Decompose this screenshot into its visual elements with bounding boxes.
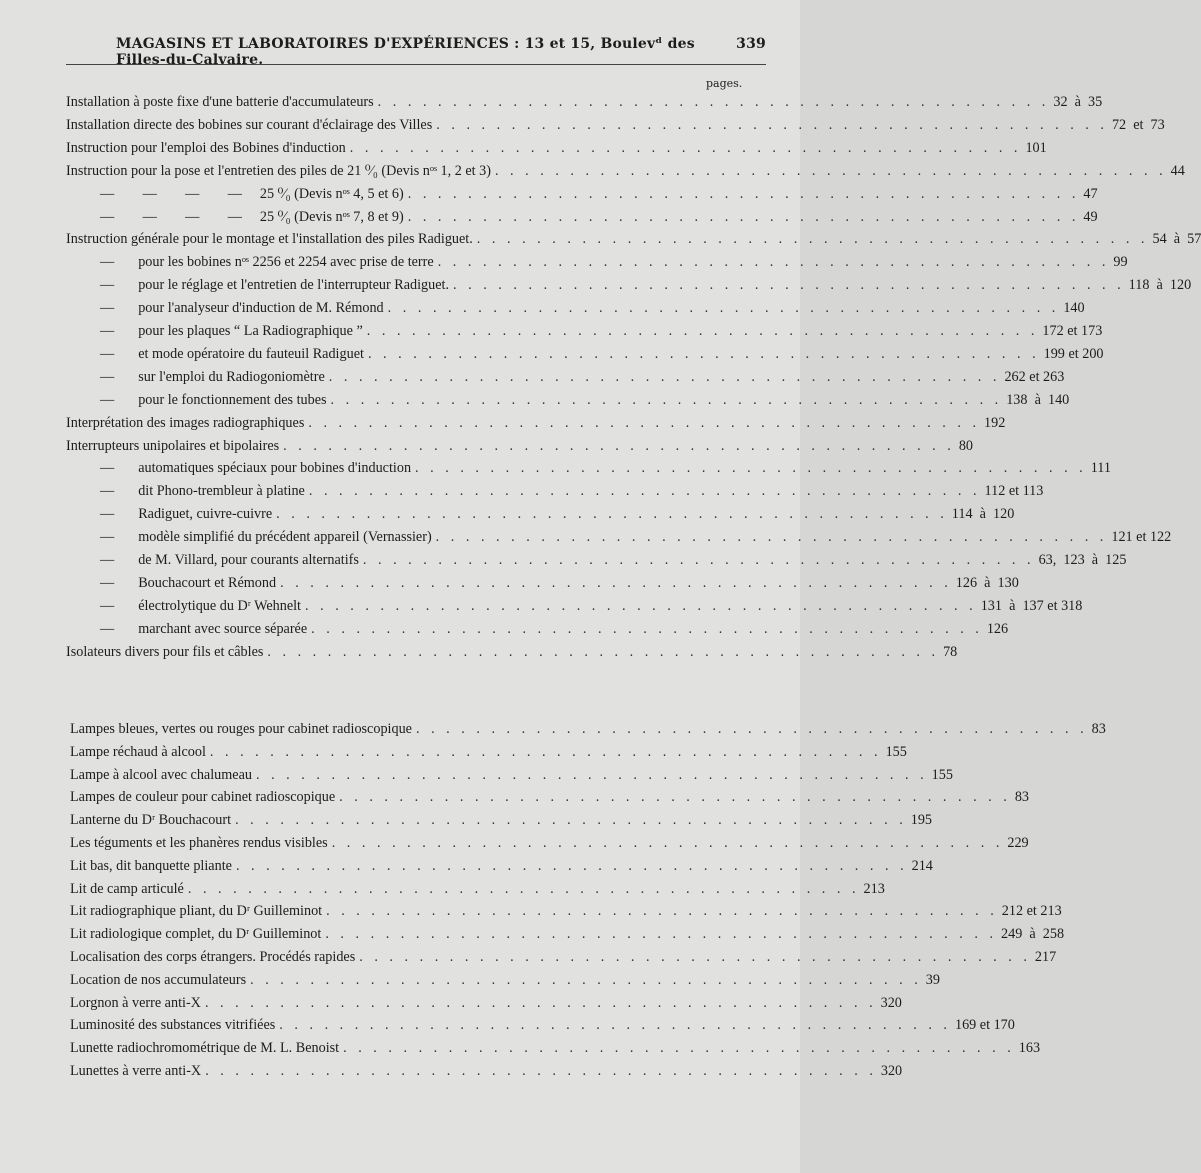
leader-dots: . . . . . . . . . . . . . . . . . . . . . . . . . . . . . . . . . . . . . . . . . . . . .: [407, 208, 1080, 225]
index-entry: [70, 1017, 1015, 1034]
entry-text: Lanterne du Dʳ Bouchacourt: [70, 812, 232, 829]
leader-dots: . . . . . . . . . . . . . . . . . . . . . . . . . . . . . . . . . . . . . . . . . . . . .: [367, 345, 1040, 362]
entry-pages: 121 et 122: [1111, 529, 1172, 546]
pages-column-label: pages.: [706, 77, 743, 90]
entry-pages: 195: [910, 812, 933, 829]
index-entry: [70, 1063, 903, 1080]
index-entry: [66, 277, 1192, 294]
index-entry: [66, 506, 1015, 523]
entry-pages: 155: [931, 766, 953, 783]
entry-pages: 320: [880, 994, 902, 1011]
index-entry: [70, 880, 885, 898]
index-entry: [66, 94, 1103, 111]
ditto-marks: —: [100, 323, 115, 339]
leader-dots: . . . . . . . . . . . . . . . . . . . . . . . . . . . . . . . . . . . . . . . . . . . . .: [343, 1040, 1015, 1057]
entry-pages: 101: [1025, 139, 1047, 156]
index-entry: [70, 926, 1065, 943]
entry-text: modèle simplifié du précédent appareil (Vernassier): [138, 529, 432, 546]
entry-pages: 213: [863, 880, 885, 897]
ditto-marks: —: [100, 506, 115, 523]
leader-dots: . . . . . . . . . . . . . . . . . . . . . . . . . . . . . . . . . . . . . . . . . . . . .: [339, 789, 1011, 806]
entry-pages: 39: [925, 971, 940, 988]
entry-pages: 49: [1083, 208, 1098, 225]
entry-text: Localisation des corps étrangers. Procédés rapides: [70, 949, 356, 965]
entry-pages: 118 à 120: [1128, 277, 1192, 294]
ditto-marks: —: [100, 529, 115, 546]
ditto-marks: —: [100, 552, 115, 568]
entry-text: Lunettes à verre anti-X: [70, 1063, 202, 1079]
entry-text: Lampes bleues, vertes ou rouges pour cabinet radioscopique: [70, 721, 412, 737]
entry-text: sur l'emploi du Radiogoniomètre: [138, 368, 325, 385]
leader-dots: . . . . . . . . . . . . . . . . . . . . . . . . . . . . . . . . . . . . . . . . . . . . .: [437, 254, 1110, 271]
ditto-marks: — — — —: [100, 185, 242, 202]
ditto-marks: —: [100, 345, 115, 362]
entry-pages: 126 à 130: [955, 574, 1019, 591]
index-entry: [66, 529, 1172, 546]
entry-pages: 320: [880, 1063, 903, 1079]
entry-text: Location de nos accumulateurs: [70, 971, 247, 988]
entry-text: Lampe réchaud à alcool: [70, 743, 206, 760]
entry-text: dit Phono-trembleur à platine: [138, 483, 305, 500]
entry-pages: 169 et 170: [954, 1017, 1015, 1034]
ditto-marks: — — — —: [100, 208, 242, 225]
index-entry: [70, 971, 940, 989]
leader-dots: . . . . . . . . . . . . . . . . . . . . . . . . . . . . . . . . . . . . . . . . . . . . .: [362, 552, 1035, 568]
entry-text: électrolytique du Dʳ Wehnelt: [138, 597, 302, 614]
leader-dots: . . . . . . . . . . . . . . . . . . . . . . . . . . . . . . . . . . . . . . . . . . . . .: [279, 1017, 951, 1034]
entry-text: Bouchacourt et Rémond: [138, 574, 277, 591]
index-entry: [70, 766, 953, 784]
leader-dots: . . . . . . . . . . . . . . . . . . . . . . . . . . . . . . . . . . . . . . . . . . . . .: [359, 949, 1031, 965]
entry-text: Radiguet, cuivre-cuivre: [138, 506, 273, 523]
index-entry: [66, 597, 1083, 615]
leader-dots: . . . . . . . . . . . . . . . . . . . . . . . . . . . . . . . . . . . . . . . . . . . . .: [305, 597, 977, 614]
leader-dots: . . . . . . . . . . . . . . . . . . . . . . . . . . . . . . . . . . . . . . . . . . . . .: [387, 300, 1060, 317]
leader-dots: . . . . . . . . . . . . . . . . . . . . . . . . . . . . . . . . . . . . . . . . . . . . .: [326, 903, 998, 920]
entry-pages: 155: [885, 743, 907, 760]
index-entry: [66, 368, 1065, 386]
entry-pages: 114 à 120: [951, 506, 1015, 523]
entry-pages: 138 à 140: [1006, 391, 1070, 408]
entry-pages: 212 et 213: [1001, 903, 1062, 920]
leader-dots: . . . . . . . . . . . . . . . . . . . . . . . . . . . . . . . . . . . . . . . . . . . . .: [235, 857, 908, 874]
leader-dots: . . . . . . . . . . . . . . . . . . . . . . . . . . . . . . . . . . . . . . . . . . . . .: [328, 368, 1001, 385]
ditto-marks: —: [100, 574, 115, 591]
leader-dots: . . . . . . . . . . . . . . . . . . . . . . . . . . . . . . . . . . . . . . . . . . . . .: [349, 139, 1022, 156]
leader-dots: . . . . . . . . . . . . . . . . . . . . . . . . . . . . . . . . . . . . . . . . . . . . .: [276, 506, 948, 523]
header-rule: [66, 64, 766, 65]
ditto-marks: —: [100, 277, 115, 294]
leader-dots: . . . . . . . . . . . . . . . . . . . . . . . . . . . . . . . . . . . . . . . . . . . . .: [415, 721, 1088, 737]
leader-dots: . . . . . . . . . . . . . . . . . . . . . . . . . . . . . . . . . . . . . . . . . . . . .: [311, 620, 983, 637]
entry-text: Instruction pour la pose et l'entretien des piles de 21 ⁰⁄₀ (Devis nᵒˢ 1, 2 et 3): [66, 162, 491, 179]
entry-pages: 80: [958, 437, 973, 454]
leader-dots: . . . . . . . . . . . . . . . . . . . . . . . . . . . . . . . . . . . . . . . . . . . . .: [415, 460, 1087, 477]
entry-text: de M. Villard, pour courants alternatifs: [138, 552, 359, 568]
ditto-marks: —: [100, 391, 115, 408]
leader-dots: . . . . . . . . . . . . . . . . . . . . . . . . . . . . . . . . . . . . . . . . . . . . .: [366, 323, 1039, 339]
entry-text: 25 ⁰⁄₀ (Devis nᵒˢ 7, 8 et 9): [259, 208, 404, 225]
entry-pages: 140: [1063, 300, 1085, 317]
entry-text: pour le réglage et l'entretien de l'interrupteur Radiguet.: [138, 277, 449, 294]
index-entry: [66, 323, 1103, 340]
entry-text: pour l'analyseur d'induction de M. Rémond: [138, 300, 384, 317]
entry-pages: 126: [986, 620, 1009, 637]
index-entry: [70, 835, 1029, 852]
leader-dots: . . . . . . . . . . . . . . . . . . . . . . . . . . . . . . . . . . . . . . . . . . . . .: [250, 971, 922, 988]
entry-text: Lit radiographique pliant, du Dʳ Guilleminot: [70, 903, 323, 920]
ditto-marks: —: [100, 620, 115, 637]
entry-pages: 44: [1170, 162, 1185, 179]
leader-dots: . . . . . . . . . . . . . . . . . . . . . . . . . . . . . . . . . . . . . . . . . . . . .: [494, 162, 1167, 179]
entry-pages: 192: [984, 414, 1006, 431]
ditto-marks: —: [100, 254, 115, 271]
entry-text: Lit de camp articulé: [70, 880, 184, 897]
index-entry: [66, 391, 1070, 409]
index-entry: [70, 812, 933, 829]
entry-text: Installation à poste fixe d'une batterie d'accumulateurs: [66, 94, 374, 110]
entry-text: Interprétation des images radiographiques: [66, 414, 305, 431]
leader-dots: . . . . . . . . . . . . . . . . . . . . . . . . . . . . . . . . . . . . . . . . . . . . .: [325, 926, 997, 943]
entry-text: pour les bobines nᵒˢ 2256 et 2254 avec prise de terre: [138, 254, 434, 271]
leader-dots: . . . . . . . . . . . . . . . . . . . . . . . . . . . . . . . . . . . . . . . . . . . . .: [187, 880, 860, 897]
leader-dots: . . . . . . . . . . . . . . . . . . . . . . . . . . . . . . . . . . . . . . . . . . . . .: [435, 529, 1108, 546]
entry-text: pour le fonctionnement des tubes: [138, 391, 327, 408]
leader-dots: . . . . . . . . . . . . . . . . . . . . . . . . . . . . . . . . . . . . . . . . . . . . .: [453, 277, 1125, 294]
ditto-marks: —: [100, 460, 115, 477]
ditto-marks: —: [100, 483, 115, 500]
entry-pages: 163: [1018, 1040, 1041, 1057]
leader-dots: . . . . . . . . . . . . . . . . . . . . . . . . . . . . . . . . . . . . . . . . . . . . .: [255, 766, 928, 783]
leader-dots: . . . . . . . . . . . . . . . . . . . . . . . . . . . . . . . . . . . . . . . . . . . . .: [267, 643, 940, 660]
leader-dots: . . . . . . . . . . . . . . . . . . . . . . . . . . . . . . . . . . . . . . . . . . . . .: [205, 1063, 877, 1079]
index-entry: [70, 949, 1057, 966]
ditto-marks: —: [100, 300, 115, 317]
entry-text: Instruction générale pour le montage et l'installation des piles Radiguet.: [66, 231, 473, 248]
entry-text: Lampe à alcool avec chalumeau: [70, 766, 252, 783]
entry-text: marchant avec source séparée: [138, 620, 308, 637]
index-entry: [66, 254, 1128, 271]
entry-text: Instruction pour l'emploi des Bobines d'induction: [66, 139, 346, 156]
index-entry: [66, 116, 1165, 134]
entry-pages: 214: [911, 857, 933, 874]
index-entry: [70, 994, 902, 1012]
index-entry: [66, 460, 1111, 477]
entry-pages: 83: [1091, 721, 1106, 737]
index-entry: [70, 789, 1029, 806]
entry-text: Luminosité des substances vitrifiées: [70, 1017, 276, 1034]
entry-text: Lit radiologique complet, du Dʳ Guilleminot: [70, 926, 322, 943]
entry-pages: 83: [1014, 789, 1029, 806]
entry-text: Lit bas, dit banquette pliante: [70, 857, 232, 874]
leader-dots: . . . . . . . . . . . . . . . . . . . . . . . . . . . . . . . . . . . . . . . . . . . . .: [204, 994, 877, 1011]
entry-pages: 112 et 113: [984, 483, 1044, 500]
index-entry: [66, 483, 1044, 500]
index-entry: [66, 643, 958, 661]
index-entry: [70, 1040, 1041, 1057]
index-entry: [66, 208, 1098, 226]
entry-text: Lorgnon à verre anti-X: [70, 994, 201, 1011]
index-entry: [66, 437, 973, 455]
ditto-marks: —: [100, 597, 115, 614]
leader-dots: . . . . . . . . . . . . . . . . . . . . . . . . . . . . . . . . . . . . . . . . . . . . .: [330, 391, 1003, 408]
leader-dots: . . . . . . . . . . . . . . . . . . . . . . . . . . . . . . . . . . . . . . . . . . . . .: [331, 835, 1004, 851]
leader-dots: . . . . . . . . . . . . . . . . . . . . . . . . . . . . . . . . . . . . . . . . . . . . .: [476, 231, 1149, 248]
header-page-number: 339: [736, 36, 766, 52]
leader-dots: . . . . . . . . . . . . . . . . . . . . . . . . . . . . . . . . . . . . . . . . . . . . .: [283, 437, 955, 454]
index-entry: [66, 300, 1085, 317]
entry-text: 25 ⁰⁄₀ (Devis nᵒˢ 4, 5 et 6): [259, 185, 404, 202]
entry-pages: 131 à 137 et 318: [980, 597, 1083, 614]
entry-pages: 54 à 57: [1152, 231, 1201, 248]
entry-text: automatiques spéciaux pour bobines d'induction: [138, 460, 412, 477]
entry-text: Lunette radiochromométrique de M. L. Benoist: [70, 1040, 340, 1057]
entry-text: Les téguments et les phanères rendus visibles: [70, 835, 328, 851]
index-entry: [66, 574, 1019, 592]
leader-dots: . . . . . . . . . . . . . . . . . . . . . . . . . . . . . . . . . . . . . . . . . . . . .: [235, 812, 907, 829]
entry-pages: 111: [1090, 460, 1111, 477]
entry-text: Interrupteurs unipolaires et bipolaires: [66, 437, 280, 454]
entry-pages: 249 à 258: [1001, 926, 1065, 943]
leader-dots: . . . . . . . . . . . . . . . . . . . . . . . . . . . . . . . . . . . . . . . . . . . . .: [377, 94, 1050, 110]
header-title: MAGASINS ET LABORATOIRES D'EXPÉRIENCES : 13 et 15, Boulevᵈ des Filles-du-Calvaire.: [116, 36, 695, 68]
ditto-marks: —: [100, 368, 115, 385]
index-entry: [66, 620, 1009, 638]
entry-text: pour les plaques “ La Radiographique ”: [138, 323, 363, 339]
leader-dots: . . . . . . . . . . . . . . . . . . . . . . . . . . . . . . . . . . . . . . . . . . . . .: [280, 574, 952, 591]
index-entry: [66, 162, 1185, 180]
entry-pages: 99: [1113, 254, 1128, 271]
entry-pages: 199 et 200: [1043, 345, 1104, 362]
entry-pages: 32 à 35: [1053, 94, 1103, 110]
index-entry: [66, 552, 1127, 569]
entry-text: Lampes de couleur pour cabinet radioscopique: [70, 789, 336, 806]
entry-pages: 262 et 263: [1004, 368, 1065, 385]
entry-pages: 217: [1034, 949, 1057, 965]
index-entry: [66, 231, 1201, 248]
leader-dots: . . . . . . . . . . . . . . . . . . . . . . . . . . . . . . . . . . . . . . . . . . . . .: [407, 185, 1080, 202]
leader-dots: . . . . . . . . . . . . . . . . . . . . . . . . . . . . . . . . . . . . . . . . . . . . .: [308, 483, 981, 500]
index-entry: [66, 345, 1104, 363]
index-entry: [70, 743, 907, 761]
entry-pages: 63, 123 à 125: [1038, 552, 1127, 568]
index-entry: [70, 903, 1062, 920]
entry-text: Isolateurs divers pour fils et câbles: [66, 643, 264, 660]
entry-pages: 172 et 173: [1042, 323, 1103, 339]
entry-pages: 78: [943, 643, 958, 660]
entry-text: Installation directe des bobines sur courant d'éclairage des Villes: [66, 116, 433, 133]
entry-pages: 72 et 73: [1111, 116, 1165, 133]
leader-dots: . . . . . . . . . . . . . . . . . . . . . . . . . . . . . . . . . . . . . . . . . . . . .: [209, 743, 882, 760]
entry-pages: 47: [1083, 185, 1098, 202]
index-entry: [66, 185, 1098, 203]
entry-pages: 229: [1007, 835, 1029, 851]
leader-dots: . . . . . . . . . . . . . . . . . . . . . . . . . . . . . . . . . . . . . . . . . . . . .: [436, 116, 1108, 133]
leader-dots: . . . . . . . . . . . . . . . . . . . . . . . . . . . . . . . . . . . . . . . . . . . . .: [308, 414, 981, 431]
entry-text: et mode opératoire du fauteuil Radiguet: [138, 345, 364, 362]
index-entry: [66, 414, 1006, 432]
index-entry: [70, 857, 933, 875]
index-entry: [70, 721, 1106, 738]
index-entry: [66, 139, 1047, 157]
